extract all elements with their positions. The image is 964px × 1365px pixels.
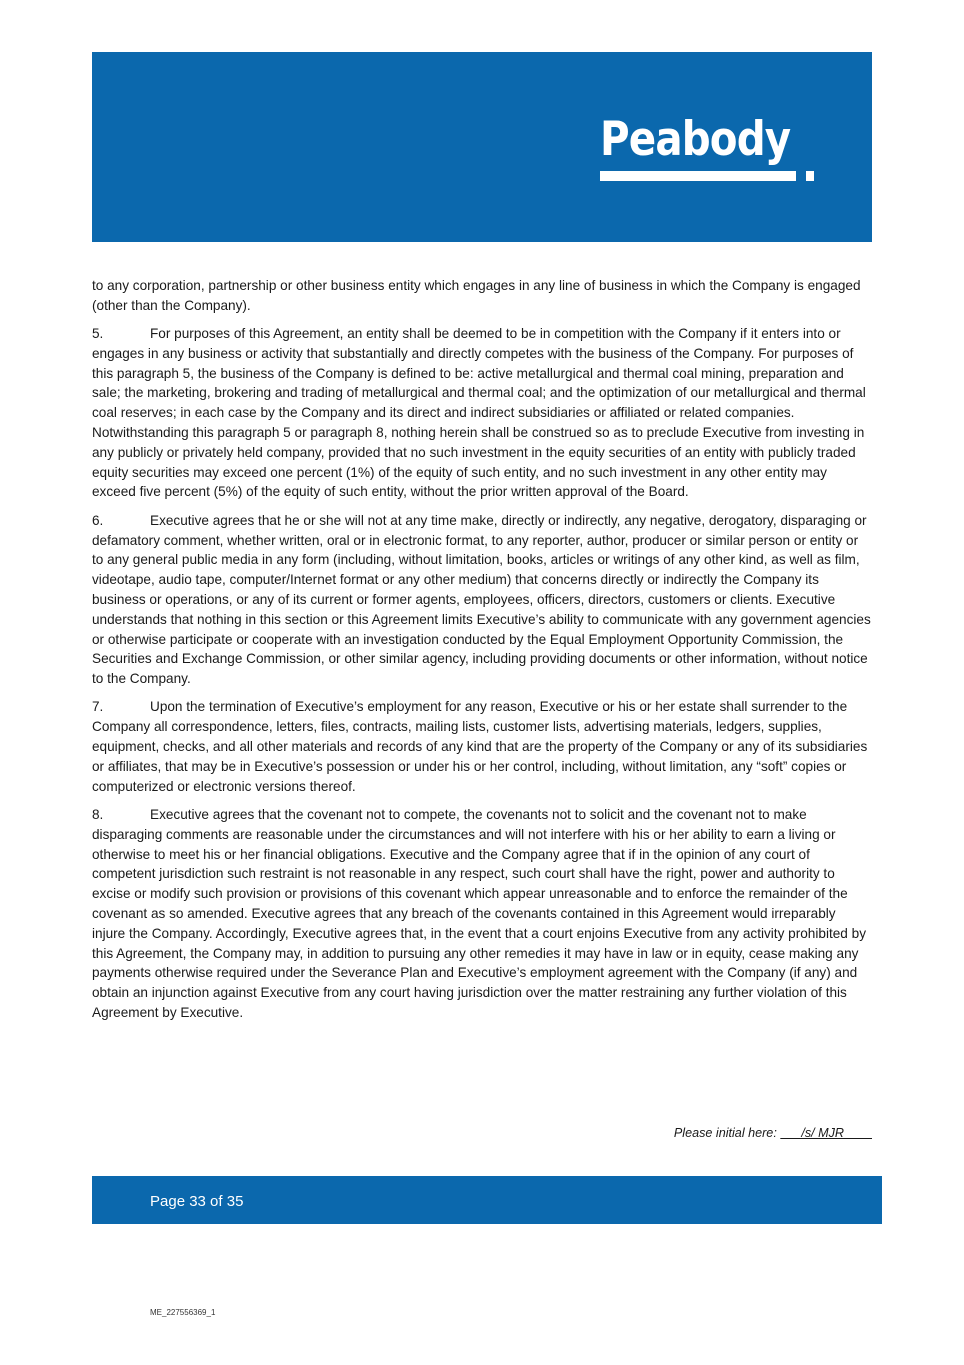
logo-wordmark: Peabody (600, 112, 791, 167)
header-band (92, 52, 872, 242)
logo-underline-bar (600, 171, 814, 181)
paragraph-text: Upon the termination of Executive’s employment for any reason, Executive or his or her estate shall surrender to the Company all correspondence, letters, files, contracts, mailing lists, customer lists, advertising materials, ledgers, supplies, equipment, checks, and all other materials and records of any kind that are the property of the Company or any of its subsidiaries or affiliates, that may be in Executive’s possession or under his or her control, including, without limitation, any “soft” copies or computerized or electronic versions thereof. (92, 699, 868, 794)
paragraph-text: Executive agrees that the covenant not to compete, the covenants not to solicit and the covenant not to make disparaging comments are reasonable under the circumstances and will not interfere with his or her ability to earn a living or otherwise to meet his or her financial obligations. Executive and the Company agree that if in the opinion of any court of competent jurisdiction such restraint is not reasonable in any respect, such court shall have the right, power and authority to excise or modify such provision or provisions of this covenant which appear unreasonable and to enforce the remainder of the covenant as so amended. Executive agrees that any breach of the covenants contained in this Agreement would irreparably injure the Company. Accordingly, Executive agrees that, in the event that a court enjoins Executive from any activity prohibited by this Agreement, the Company may, in addition to pursuing any other remedies it may have in law or in equity, cease making any payments otherwise required under the Severance Plan and Executive’s employment agreement with the Company (if any) and obtain an injunction against Executive from any court having jurisdiction over the matter restraining any further violation of this Agreement by Executive. (92, 806, 866, 1020)
initial-signature: /s/ MJR (780, 1126, 872, 1140)
paragraph-number: 6. (92, 512, 104, 528)
paragraph-7 (92, 697, 872, 796)
page-number: Page 33 of 35 (150, 1193, 244, 1210)
paragraph-6 (92, 511, 872, 689)
document-body (92, 276, 872, 1031)
peabody-logo (600, 109, 818, 187)
initial-line (674, 1126, 872, 1140)
paragraph-5 (92, 324, 872, 502)
paragraph-number: 8. (92, 806, 104, 822)
logo-underline-notch (796, 169, 806, 183)
paragraph-text: For purposes of this Agreement, an entity shall be deemed to be in competition with the Company if it enters into or engages in any business or activity that substantially and directly competes with the business of the Company. For purposes of this paragraph 5, the business of the Company is defined to be: active metallurgical and thermal coal mining, preparation and sale; the marketing, brokering and trading of metallurgical and thermal coal; and the optimization of our metallurgical and thermal coal reserves; in each case by the Company and its direct and indirect subsidiaries or affiliated or related companies. Notwithstanding this paragraph 5 or paragraph 8, nothing herein shall be construed so as to preclude Executive from investing in any publicly or privately held company, provided that no such investment in the equity securities of an entity with publicly traded equity securities may exceed one percent (1%) of the equity of such entity, and no such investment in any other entity may exceed five percent (5%) of the equity of such entity, without the prior written approval of the Board. (92, 326, 866, 500)
paragraph-number: 5. (92, 326, 104, 342)
paragraph-number: 7. (92, 699, 104, 715)
document-id: ME_227556369_1 (150, 1308, 216, 1317)
footer-band (92, 1176, 882, 1224)
paragraph-continuation: to any corporation, partnership or other business entity which engages in any line of business in which the Company is engaged (other than the Company). (92, 278, 861, 313)
paragraph-8 (92, 805, 872, 1023)
paragraph-text: Executive agrees that he or she will not at any time make, directly or indirectly, any negative, derogatory, disparaging or defamatory comment, whether written, oral or in electronic format, to any reporter, author, producer or similar person or entity or to any general public media in any form (including, without limitation, books, articles or writings of any other kind, as well as film, videotape, audio tape, computer/Internet format or any other medium) that concerns directly or indirectly the Company its business or operations, or any of its current or former agents, employees, officers, directors, customers or clients. Executive understands that nothing in this section or this Agreement limits Executive’s ability to communicate with any government agencies or otherwise participate or cooperate with an investigation conducted by the Equal Employment Opportunity Commission, the Securities and Exchange Commission, or other similar agency, including providing documents or other information, without notice to the Company. (92, 512, 871, 687)
initial-label: Please initial here: (673, 1126, 777, 1140)
